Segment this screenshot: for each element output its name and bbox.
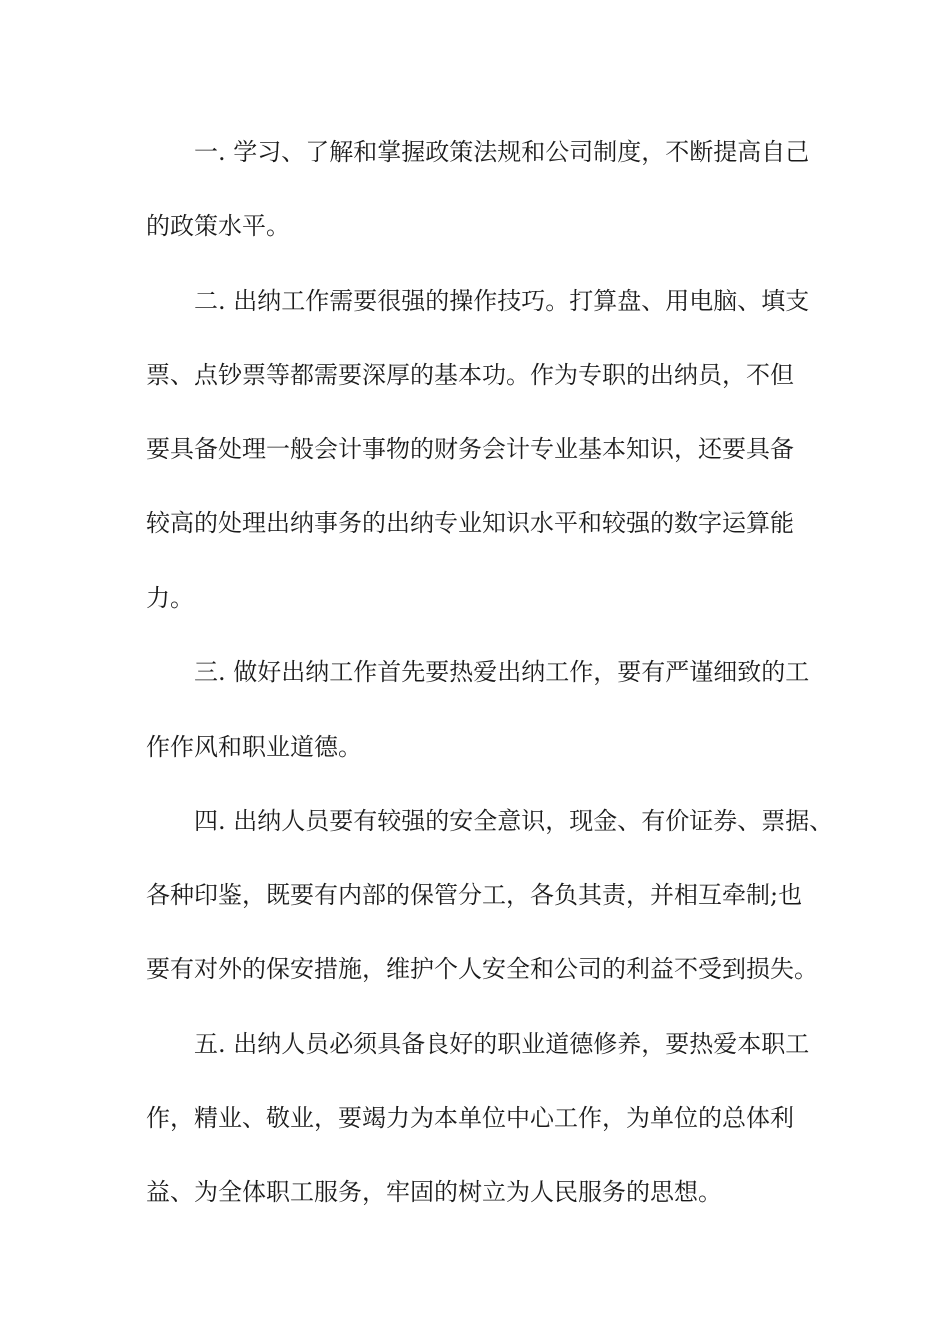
- paragraph-2-line-5: 力。: [146, 584, 194, 612]
- paragraph-3-line-1: 三. 做好出纳工作首先要热爱出纳工作，要有严谨细致的工: [194, 658, 810, 686]
- paragraph-1-line-2: 的政策水平。: [146, 212, 290, 240]
- paragraph-2-line-3: 要具备处理一般会计事物的财务会计专业基本知识，还要具备: [146, 435, 794, 463]
- paragraph-5-line-3: 益、为全体职工服务，牢固的树立为人民服务的思想。: [146, 1178, 722, 1206]
- paragraph-2-line-2: 票、点钞票等都需要深厚的基本功。作为专职的出纳员，不但: [146, 361, 794, 389]
- paragraph-3-line-2: 作作风和职业道德。: [146, 733, 362, 761]
- paragraph-5-line-2: 作，精业、敬业，要竭力为本单位中心工作，为单位的总体利: [146, 1104, 794, 1132]
- paragraph-4-line-2: 各种印鉴，既要有内部的保管分工，各负其责，并相互牵制;也: [146, 881, 803, 909]
- paragraph-2-line-4: 较高的处理出纳事务的出纳专业知识水平和较强的数字运算能: [146, 509, 794, 537]
- paragraph-5-line-1: 五. 出纳人员必须具备良好的职业道德修养，要热爱本职工: [194, 1030, 810, 1058]
- paragraph-2-line-1: 二. 出纳工作需要很强的操作技巧。打算盘、用电脑、填支: [194, 287, 810, 315]
- paragraph-1-line-1: 一. 学习、了解和掌握政策法规和公司制度，不断提高自己: [194, 138, 810, 166]
- paragraph-4-line-1: 四. 出纳人员要有较强的安全意识，现金、有价证券、票据、: [194, 807, 834, 835]
- paragraph-4-line-3: 要有对外的保安措施，维护个人安全和公司的利益不受到损失。: [146, 955, 818, 983]
